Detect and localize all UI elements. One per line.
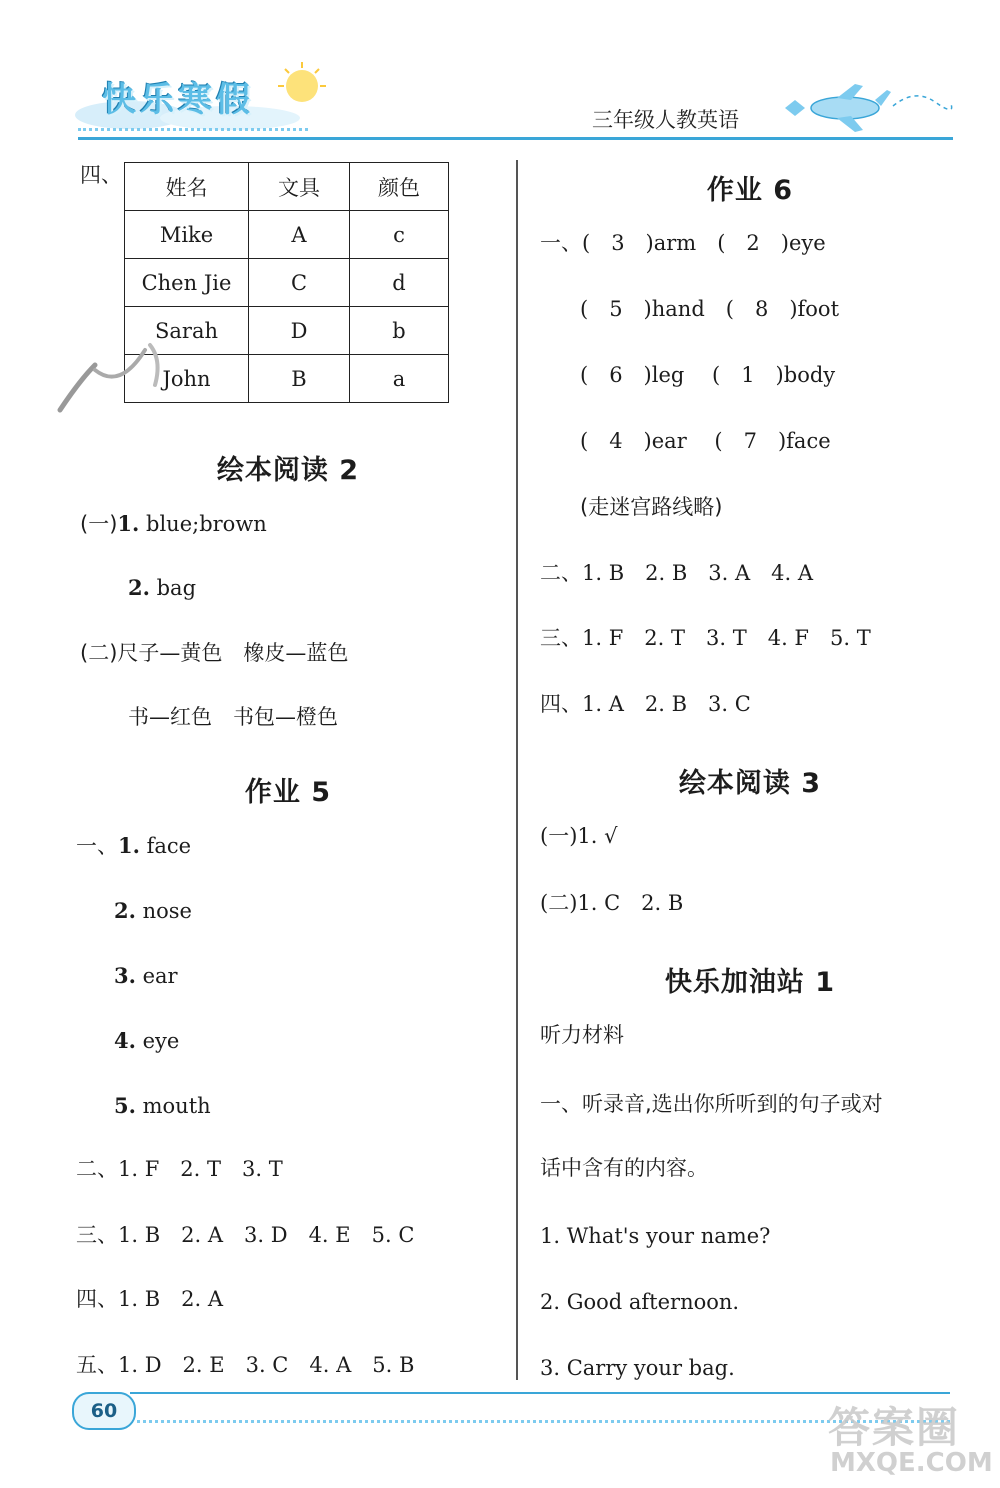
answer-line: 二、1. B 2. B 3. A 4. A [540, 561, 814, 585]
header [0, 0, 1000, 150]
pencil-mark-decoration [50, 330, 170, 420]
answer-line [128, 577, 196, 599]
header-rule [78, 137, 953, 140]
table-label: 四、 [80, 163, 122, 187]
table-cell: C [249, 259, 350, 307]
answer-line [114, 1095, 211, 1117]
answer-line: 四、1. A 2. B 3. C [540, 692, 751, 716]
footer-rule [130, 1392, 950, 1394]
answer-line [76, 1355, 414, 1376]
answer-line: 话中含有的内容。 [540, 1156, 708, 1180]
answer-line [76, 835, 191, 857]
section-title: 快乐加油站 1 [664, 967, 836, 998]
airplane-icon [775, 78, 955, 138]
answer-line: ( 6 )leg ( 1 )body [580, 363, 836, 387]
answer-line: (二)1. C 2. B [540, 891, 684, 915]
answer-line: 一、听录音,选出你所听到的句子或对 [540, 1092, 883, 1116]
answer-text: bag [149, 576, 197, 600]
column-divider [516, 160, 518, 1380]
table-cell: c [350, 211, 449, 259]
table-row [125, 307, 449, 355]
table-row [125, 211, 449, 259]
table-row [125, 259, 449, 307]
table-cell: John [125, 355, 249, 403]
table-cell: a [350, 355, 449, 403]
page-number: 60 [72, 1392, 136, 1430]
answer-line: 3. Carry your bag. [540, 1356, 735, 1380]
section-title: 作业 5 [244, 777, 332, 808]
answer-text: 1. D 2. E 3. C 4. A 5. B [118, 1353, 415, 1377]
answer-text: eye [135, 1029, 180, 1053]
answer-line [114, 965, 178, 987]
answer-line: 书—红色 书包—橙色 [128, 705, 338, 729]
answer-text: face [139, 834, 192, 858]
watermark-url: MXQE.COM [830, 1448, 993, 1478]
answer-number: 4. [114, 1028, 136, 1053]
table-cell: Mike [125, 211, 249, 259]
answer-line [80, 643, 348, 664]
table-cell: D [249, 307, 350, 355]
section-title: 绘本阅读 3 [678, 768, 822, 799]
answer-line [114, 900, 192, 922]
answer-text: 1. B 2. A [118, 1287, 224, 1311]
answer-line [80, 513, 267, 535]
table-cell: B [249, 355, 350, 403]
table-cell: A [249, 211, 350, 259]
answer-number: 3. [114, 963, 136, 988]
answer-prefix: (二) [80, 641, 118, 665]
header-rule-dotted [78, 128, 308, 131]
table-cell: b [350, 307, 449, 355]
answer-text: 1. F 2. T 3. T [118, 1157, 283, 1181]
answer-line [76, 1289, 223, 1310]
table-header-cell: 文具 [249, 163, 350, 211]
answer-line [114, 1030, 179, 1052]
answer-line: 听力材料 [540, 1023, 624, 1047]
answer-line: ( 4 )ear ( 7 )face [580, 429, 831, 453]
answer-text: 尺子—黄色 橡皮—蓝色 [117, 641, 349, 665]
header-title: 快乐寒假 [102, 80, 254, 120]
answer-number: 1. [117, 511, 140, 536]
answer-line: (一)1. √ [540, 824, 618, 848]
answer-prefix: (一) [80, 512, 118, 536]
table-row [125, 355, 449, 403]
answer-prefix: 二、 [76, 1157, 118, 1181]
answer-text: mouth [135, 1094, 211, 1118]
answer-line: (走迷宫路线略) [580, 495, 723, 519]
answer-line: 一、( 3 )arm ( 2 )eye [540, 231, 826, 255]
answer-text: ear [135, 964, 178, 988]
footer-rule-dotted [130, 1420, 950, 1423]
answer-prefix: 一、 [76, 834, 118, 858]
answer-line [76, 1159, 283, 1180]
answer-table [124, 162, 449, 403]
table-header-row [125, 163, 449, 211]
answer-text: nose [135, 899, 192, 923]
answer-number: 1. [118, 833, 140, 858]
table-cell: Sarah [125, 307, 249, 355]
answer-text: 1. B 2. A 3. D 4. E 5. C [118, 1223, 415, 1247]
answer-prefix: 四、 [76, 1287, 118, 1311]
answer-number: 2. [114, 898, 136, 923]
section-title: 绘本阅读 2 [216, 455, 360, 486]
answer-line: 1. What's your name? [540, 1224, 771, 1248]
answer-line: ( 5 )hand ( 8 )foot [580, 297, 840, 321]
watermark-text: 答案圈 [828, 1403, 961, 1452]
answer-line: 2. Good afternoon. [540, 1290, 740, 1314]
answer-text: blue;brown [139, 512, 267, 536]
table-cell: Chen Jie [125, 259, 249, 307]
answer-prefix: 三、 [76, 1223, 118, 1247]
answer-prefix: 五、 [76, 1353, 118, 1377]
answer-line [76, 1225, 414, 1246]
answer-line: 三、1. F 2. T 3. T 4. F 5. T [540, 626, 871, 650]
header-subtitle: 三年级人教英语 [592, 108, 739, 132]
table-cell: d [350, 259, 449, 307]
table-header-cell: 颜色 [350, 163, 449, 211]
answer-number: 5. [114, 1093, 136, 1118]
table-header-cell: 姓名 [125, 163, 249, 211]
section-title: 作业 6 [706, 175, 794, 206]
answer-number: 2. [128, 575, 150, 600]
